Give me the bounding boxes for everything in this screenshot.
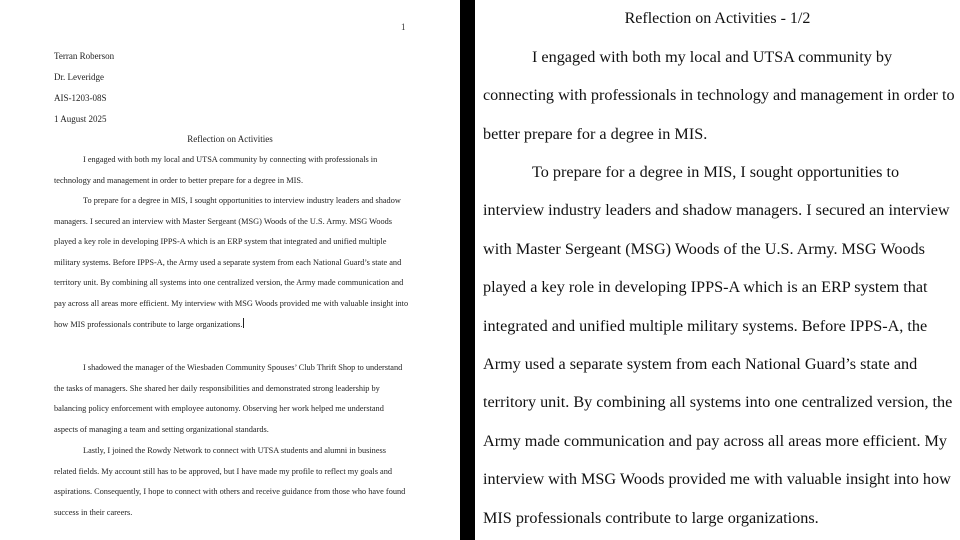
paragraph-community: I engaged with both my local and UTSA community by connecting with professionals in technology and management in order to better prepare for a degree in MIS. bbox=[54, 155, 378, 185]
document-page-thumbnail bbox=[0, 0, 460, 540]
document-title: Reflection on Activities bbox=[187, 134, 273, 144]
paragraph-rowdy-network: Lastly, I joined the Rowdy Network to connect with UTSA students and alumni in business related fields. My account still has to be approved, but I have made my profile to reflect my goals and aspirations. Consequently, I hope to connect with others and receive guidance from those who have found success in their careers. bbox=[54, 446, 406, 517]
zoomed-title: Reflection on Activities - 1/2 bbox=[624, 10, 811, 27]
author-name: Terran Roberson bbox=[54, 51, 115, 61]
zoomed-paragraph-interview: To prepare for a degree in MIS, I sought opportunities to interview industry leaders and shadow managers. I secured an interview with Master Sergeant (MSG) Woods of the U.S. Army. MSG Woods played a key role in developing IPPS-A which is an ERP system that integrated and unified multiple military systems. Before IPPS-A, the Army used a separate system from each National Guard’s state and territory unit. By combining all systems into one centralized version, the Army made communication and pay across all areas more efficient. My interview with MSG Woods provided me with valuable insight into how MIS professionals contribute to large organizations. bbox=[483, 163, 953, 527]
panel-divider bbox=[460, 0, 475, 540]
document-date: 1 August 2025 bbox=[54, 114, 107, 124]
course-code: AIS-1203-08S bbox=[54, 93, 107, 103]
zoomed-paragraph-community: I engaged with both my local and UTSA community by connecting with professionals in technology and management in order to better prepare for a degree in MIS. bbox=[483, 48, 955, 143]
zoomed-page-view bbox=[475, 0, 960, 540]
paragraph-shadowing: I shadowed the manager of the Wiesbaden Community Spouses’ Club Thrift Shop to understand the tasks of managers. She shared her daily responsibilities and demonstrated strong leadership by balancing policy enforcement with employee autonomy. Observing her work helped me understand aspects of managing a team and setting organizational standards. bbox=[54, 363, 403, 434]
paragraph-interview-text: To prepare for a degree in MIS, I sought opportunities to interview industry leaders and shadow managers. I secured an interview with Master Sergeant (MSG) Woods of the U.S. Army. MSG Woods played a key role in developing IPPS-A which is an ERP system that integrated and unified multiple military systems. Before IPPS-A, the Army used a separate system from each National Guard’s state and territory unit. By combining all systems into one centralized version, the Army made communication and pay across all areas more efficient. My interview with MSG Woods provided me with valuable insight into how MIS professionals contribute to large organizations. bbox=[54, 196, 409, 329]
text-cursor bbox=[243, 318, 244, 328]
page-number: 1 bbox=[401, 22, 406, 32]
instructor-name: Dr. Leveridge bbox=[54, 72, 104, 82]
paragraph-interview[interactable] bbox=[54, 191, 409, 335]
